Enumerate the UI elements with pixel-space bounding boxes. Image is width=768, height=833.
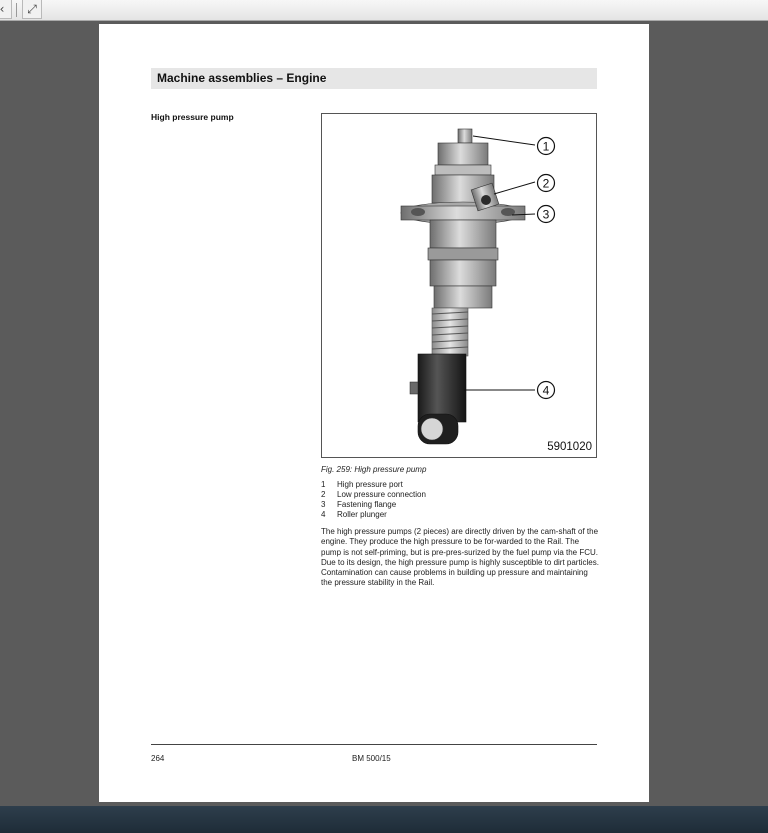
spring [432, 308, 468, 356]
fullscreen-icon[interactable]: ⤢ [22, 0, 42, 19]
section-header: Machine assemblies – Engine [151, 68, 597, 89]
spring-seat [434, 286, 492, 308]
legend-number: 3 [321, 500, 326, 509]
pump-figure [321, 113, 597, 458]
legend-number: 4 [321, 510, 326, 519]
callout-3 [538, 206, 555, 223]
page-number: 264 [151, 754, 165, 763]
nut-collar [435, 165, 491, 175]
callout-2 [538, 175, 555, 192]
pump-illustration [322, 114, 597, 458]
viewer-toolbar [0, 0, 768, 21]
plunger-pin [410, 382, 418, 394]
document-page [99, 24, 649, 802]
document-id: BM 500/15 [352, 754, 391, 763]
roller-face [421, 418, 443, 440]
legend-number: 2 [321, 490, 326, 499]
legend-label: Roller plunger [337, 510, 387, 519]
port-nipple [458, 129, 472, 143]
taskbar [0, 806, 768, 833]
mid-housing [430, 220, 496, 248]
previous-icon[interactable]: ‹ [0, 0, 12, 19]
legend-number: 1 [321, 480, 326, 489]
legend-item [321, 500, 597, 510]
callout-label-2: 2 [542, 176, 550, 191]
legend-label: Fastening flange [337, 500, 397, 509]
callout-4 [538, 382, 555, 399]
legend-label: High pressure port [337, 480, 403, 489]
flange-hole-left [411, 208, 425, 216]
figure-caption: Fig. 259: High pressure pump [321, 465, 427, 474]
legend-list [321, 480, 597, 520]
body-paragraph: The high pressure pumps (2 pieces) are directly driven by the cam-shaft of the engine. They produce the high pressure to be for-warded to the Rail. The pump is not self-priming, but is pre-pres-surized by the fuel pump via the FCU. Due to its design, the high pressure pump is highly susceptible to dirt particles. Contamination can cause problems in building up pressure and maintaining the pressure stability in the Rail. [321, 527, 599, 588]
footer-divider [151, 744, 597, 745]
legend-item [321, 490, 597, 500]
legend-item [321, 510, 597, 520]
hex-nut [438, 143, 488, 165]
callout-label-3: 3 [542, 207, 550, 222]
lower-housing [430, 260, 496, 286]
toolbar-separator [16, 3, 17, 17]
low-pressure-hole [481, 195, 491, 205]
callout-1 [538, 138, 555, 155]
figure-image-number: 5901020 [547, 441, 592, 453]
roller-plunger [418, 354, 466, 422]
seal-ring [428, 248, 498, 260]
side-heading: High pressure pump [151, 112, 234, 122]
callout-line-2 [494, 182, 535, 194]
legend-label: Low pressure connection [337, 490, 426, 499]
legend-item [321, 480, 597, 490]
callout-label-4: 4 [542, 383, 550, 398]
callout-label-1: 1 [542, 139, 550, 154]
